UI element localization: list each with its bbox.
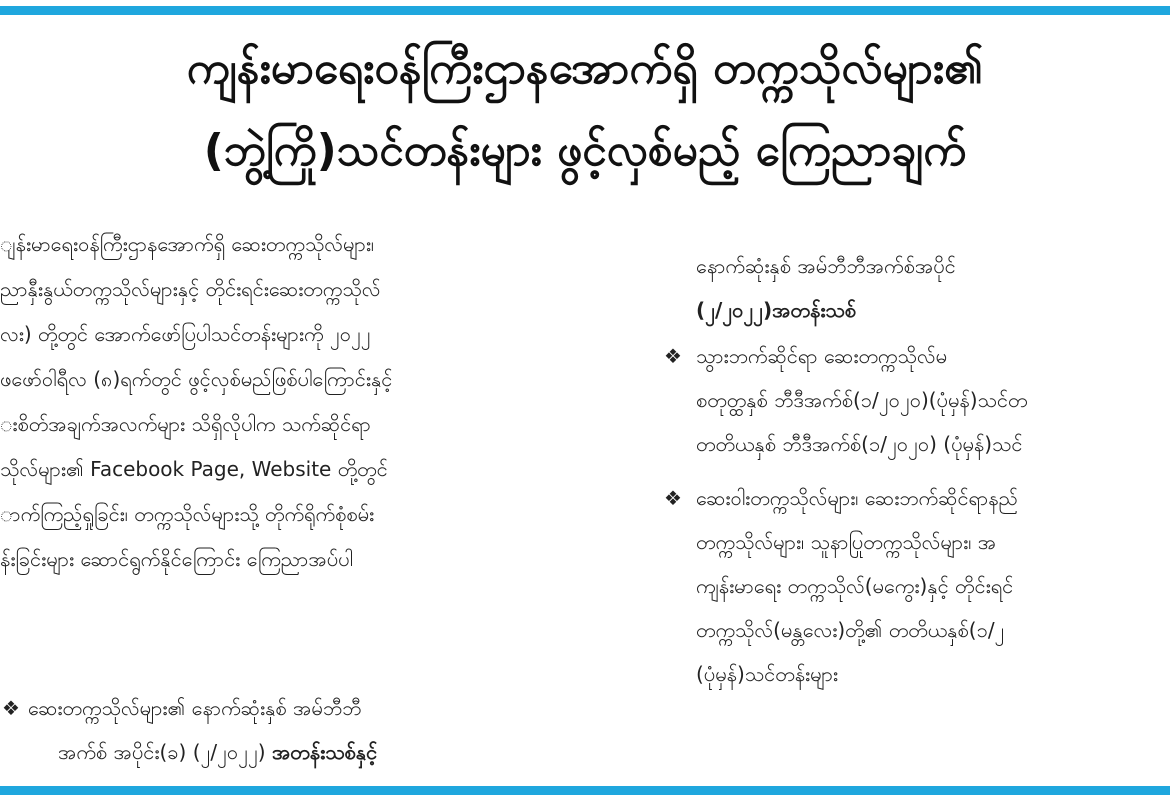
bullet-item-line: တတိယနှစ် ဘီဒီအက်စ်(၁/၂၀၂၀) (ပုံမှန်)သင် bbox=[696, 432, 1023, 456]
body-line: (၂/၂၀၂၂)အတန်းသစ် bbox=[696, 298, 856, 322]
body-line: ာက်ကြည့်ရှုခြင်း၊ တက္ကသိုလ်များသို့ တိုက်ရိုက်စုံစမ်း bbox=[0, 502, 375, 526]
bullet-item-emphasis: အတန်းသစ်နှင့် bbox=[271, 740, 378, 764]
bullet-item-line: ဆေးဝါးတက္ကသိုလ်များ၊ ဆေးဘက်ဆိုင်ရာနည် bbox=[696, 486, 1018, 510]
body-line: လး) တို့တွင် အောက်ဖော်ပြပါသင်တန်းများကို ၂၀၂၂ bbox=[0, 322, 371, 346]
headline-line-1: ကျန်းမာရေးဝန်ကြီးဌာနအောက်ရှိ တက္ကသိုလ်များ၏ bbox=[186, 43, 984, 94]
headline-line-2: (ဘွဲ့ကြို)သင်တန်းများ ဖွင့်လှစ်မည့် ကြေညာချက် bbox=[203, 125, 967, 176]
diamond-bullet-icon: ❖ bbox=[664, 486, 682, 510]
bullet-item-line: ဆေးတက္ကသိုလ်များ၏ နောက်ဆုံးနှစ် အမ်ဘီဘီ bbox=[28, 696, 362, 720]
bullet-item-line: စတုတ္ထနှစ် ဘီဒီအက်စ်(၁/၂၀၂၀)(ပုံမှန်)သင်တ bbox=[696, 388, 1028, 412]
bullet-item-line bbox=[58, 730, 618, 774]
body-line: ျန်းမာရေးဝန်ကြီးဌာနအောက်ရှိ ဆေးတက္ကသိုလ်များ၊ bbox=[0, 232, 375, 256]
body-line: သိုလ်များ၏ Facebook Page, Website တို့တွင် bbox=[0, 457, 388, 481]
bullet-item-text: အက်စ် အပိုင်း(ခ) (၂/၂၀၂၂) bbox=[58, 740, 272, 764]
diamond-bullet-icon: ❖ bbox=[664, 344, 682, 368]
body-line: ညာနှီးနွယ်တက္ကသိုလ်များနှင့် တိုင်းရင်းဆေးတက္ကသိုလ် bbox=[0, 277, 381, 301]
bottom-accent-rule bbox=[0, 786, 1170, 795]
body-line: န်းခြင်းများ ဆောင်ရွက်နိုင်ကြောင်း ကြေညာအပ်ပါ bbox=[0, 547, 353, 571]
bullet-item-line: (ပုံမှန်)သင်တန်းများ bbox=[696, 662, 839, 686]
bullet-item-line: ကျန်းမာရေး တက္ကသိုလ်(မကွေး)နှင့် တိုင်းရင် bbox=[696, 574, 1014, 598]
bullet-item-line: တက္ကသိုလ်(မန္တလေး)တို့၏ တတိယနှစ်(၁/၂ bbox=[696, 618, 1005, 642]
bullet-item-line: တက္ကသိုလ်များ၊ သူနာပြုတက္ကသိုလ်များ၊ အ bbox=[696, 530, 997, 554]
body-line: းစိတ်အချက်အလက်များ သိရှိလိုပါက သက်ဆိုင်ရာ bbox=[0, 412, 371, 436]
top-accent-rule bbox=[0, 6, 1170, 15]
bullet-item-line: သွားဘက်ဆိုင်ရာ ဆေးတက္ကသိုလ်မ bbox=[696, 344, 948, 368]
body-line: နောက်ဆုံးနှစ် အမ်ဘီဘီအက်စ်အပိုင် bbox=[696, 254, 956, 278]
body-line: ဖဖော်ဝါရီလ (၈)ရက်တွင် ဖွင့်လှစ်မည်ဖြစ်ပါကြောင်းနှင့် bbox=[0, 367, 393, 391]
diamond-bullet-icon: ❖ bbox=[2, 696, 20, 720]
